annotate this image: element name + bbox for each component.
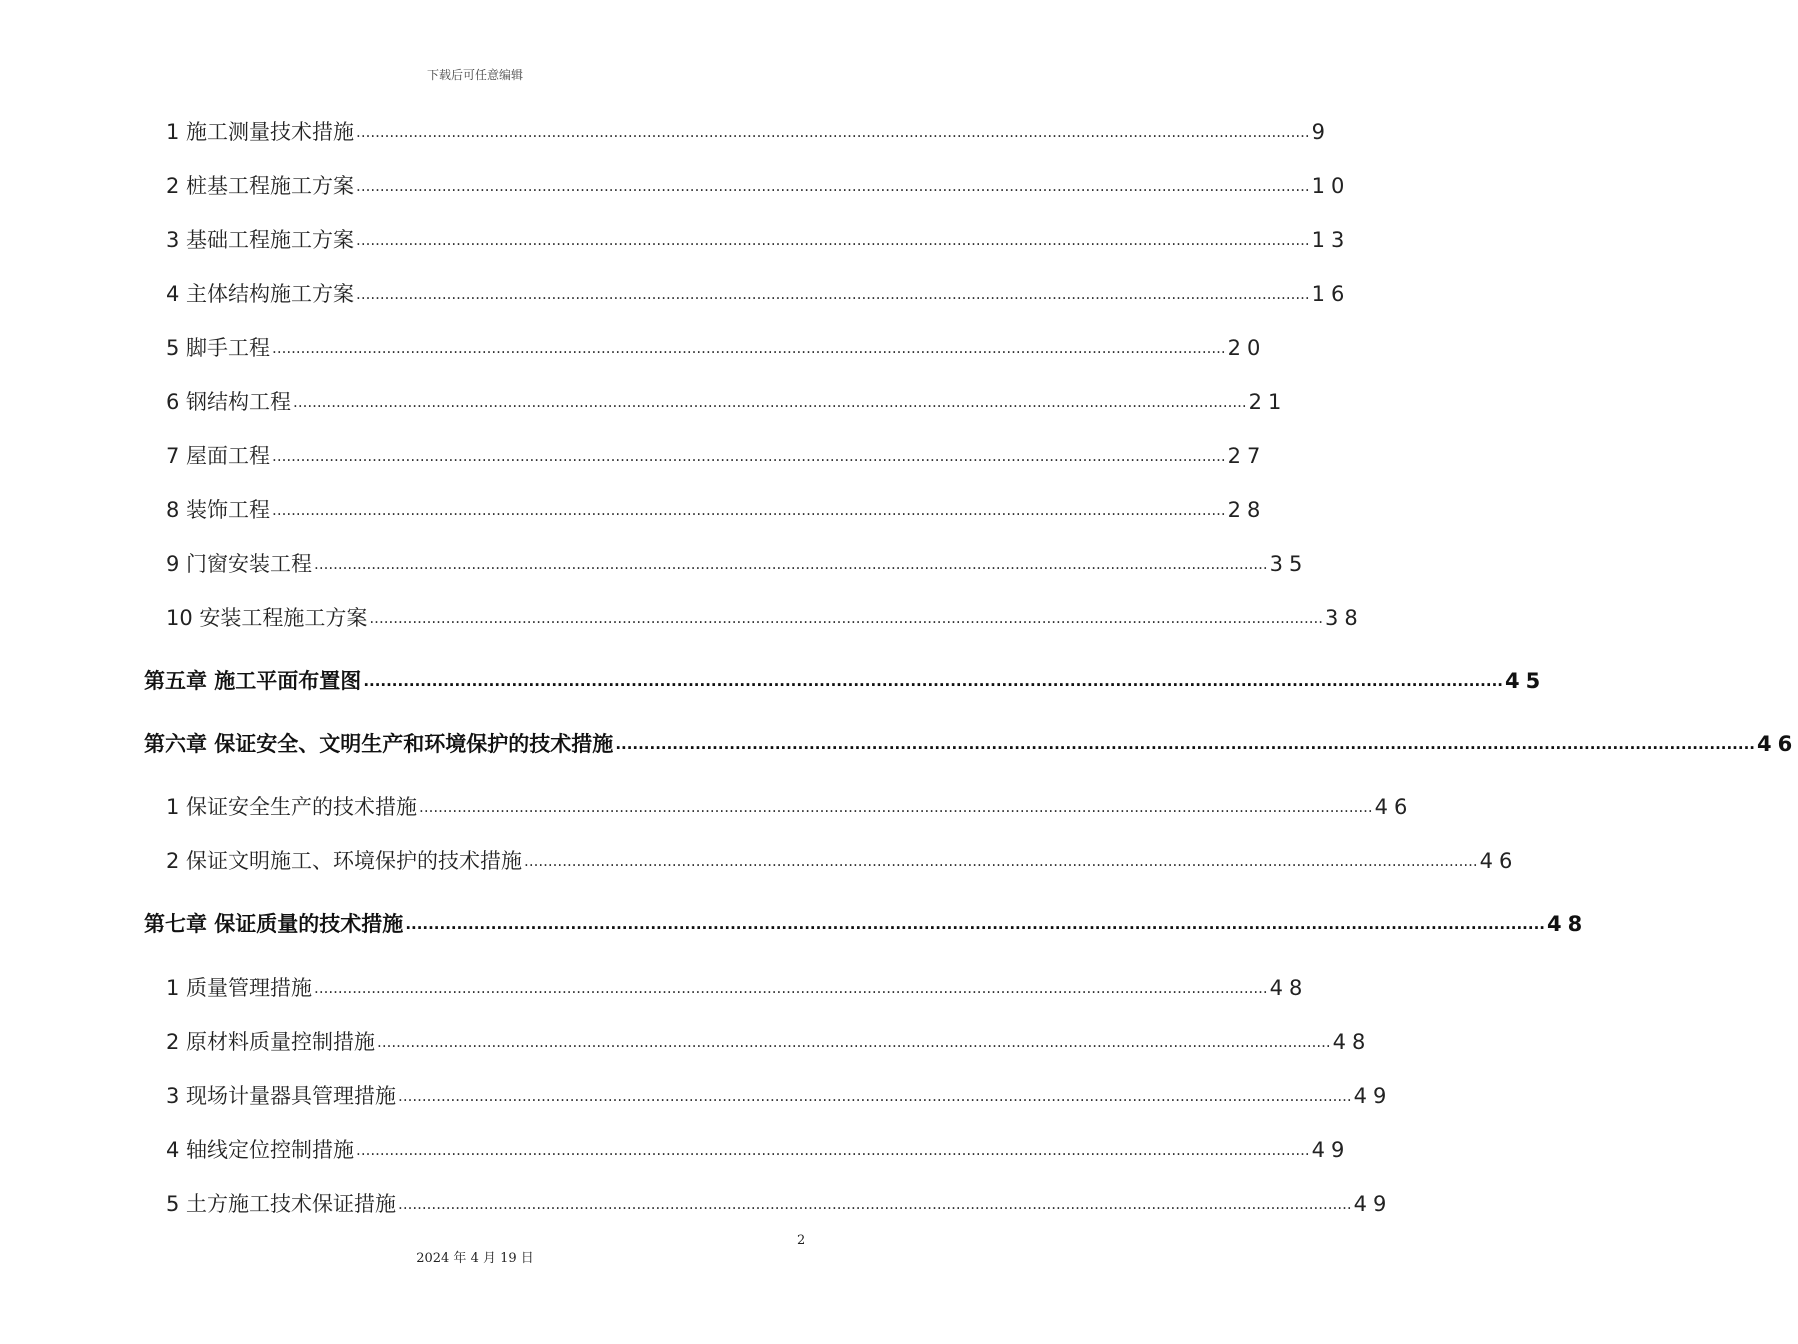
toc-entry[interactable] (166, 440, 1267, 472)
toc-entry-page: 10 (1311, 174, 1351, 198)
toc-entry-label: 第五章 施工平面布置图 (144, 669, 362, 693)
toc-leader: ........................................................................................................................................................................................................ (356, 123, 1310, 141)
toc-entry[interactable] (166, 845, 1519, 877)
toc-leader: ........................................................................................................................................................................................................ (615, 735, 1755, 753)
toc-leader: ........................................................................................................................................................................................................ (363, 672, 1503, 690)
toc-entry[interactable] (166, 972, 1309, 1004)
toc-entry-page: 46 (1374, 795, 1414, 819)
page-header: 下载后可任意编辑 (426, 68, 523, 82)
toc-leader: ........................................................................................................................................................................................................ (314, 979, 1268, 997)
toc-entry-page: 20 (1227, 336, 1267, 360)
toc-entry[interactable] (166, 386, 1288, 418)
toc-entry-label: 4 主体结构施工方案 (166, 282, 355, 306)
toc-entry[interactable] (166, 494, 1267, 526)
toc-entry-label: 第七章 保证质量的技术措施 (144, 912, 404, 936)
toc-leader: ........................................................................................................................................................................................................ (314, 555, 1268, 573)
toc-entry-page: 48 (1332, 1030, 1372, 1054)
toc-leader: ........................................................................................................................................................................................................ (356, 231, 1310, 249)
toc-entry[interactable] (166, 548, 1309, 580)
toc-entry-label: 2 保证文明施工、环境保护的技术措施 (166, 849, 523, 873)
toc-entry-label: 2 桩基工程施工方案 (166, 174, 355, 198)
toc-entry-label: 6 钢结构工程 (166, 390, 292, 414)
toc-entry-page: 48 (1269, 976, 1309, 1000)
toc-entry-label: 7 屋面工程 (166, 444, 271, 468)
toc-leader: ........................................................................................................................................................................................................ (356, 1141, 1310, 1159)
toc-entry-page: 16 (1311, 282, 1351, 306)
toc-leader: ........................................................................................................................................................................................................ (272, 339, 1226, 357)
toc-entry-label: 2 原材料质量控制措施 (166, 1030, 376, 1054)
toc-entry-label: 3 基础工程施工方案 (166, 228, 355, 252)
toc-entry-label: 5 脚手工程 (166, 336, 271, 360)
toc-entry[interactable] (166, 332, 1267, 364)
toc-entry-page: 21 (1248, 390, 1288, 414)
page-footer-date: 2024 年 4 月 19 日 (416, 1251, 534, 1266)
toc-entry-label: 1 质量管理措施 (166, 976, 313, 1000)
toc-leader: ........................................................................................................................................................................................................ (356, 177, 1310, 195)
toc-entry-label: 9 门窗安装工程 (166, 552, 313, 576)
toc-leader: ........................................................................................................................................................................................................ (398, 1087, 1352, 1105)
toc-entry[interactable] (166, 278, 1351, 310)
toc-chapter-entry[interactable] (144, 665, 1547, 697)
toc-entry-page: 49 (1353, 1084, 1393, 1108)
toc-entry[interactable] (166, 170, 1351, 202)
toc-entry-label: 5 土方施工技术保证措施 (166, 1192, 397, 1216)
toc-leader: ........................................................................................................................................................................................................ (419, 798, 1373, 816)
toc-entry-page: 49 (1353, 1192, 1393, 1216)
toc-entry-label: 4 轴线定位控制措施 (166, 1138, 355, 1162)
toc-entry-page: 45 (1504, 669, 1547, 693)
toc-chapter-entry[interactable] (144, 728, 1798, 760)
toc-leader: ........................................................................................................................................................................................................ (272, 447, 1226, 465)
toc-leader: ........................................................................................................................................................................................................ (293, 393, 1247, 411)
toc-entry-label: 10 安装工程施工方案 (166, 606, 368, 630)
page-number: 2 (797, 1233, 806, 1248)
toc-entry-page: 9 (1311, 120, 1332, 144)
toc-entry[interactable] (166, 1134, 1351, 1166)
toc-chapter-entry[interactable] (144, 908, 1589, 940)
toc-leader: ........................................................................................................................................................................................................ (356, 285, 1310, 303)
toc-leader: ........................................................................................................................................................................................................ (369, 609, 1324, 627)
toc-entry-page: 48 (1546, 912, 1589, 936)
toc-leader: ........................................................................................................................................................................................................ (524, 852, 1478, 870)
toc-entry-label: 8 装饰工程 (166, 498, 271, 522)
toc-entry-label: 1 保证安全生产的技术措施 (166, 795, 418, 819)
toc-entry[interactable] (166, 1080, 1393, 1112)
toc-entry[interactable] (166, 224, 1351, 256)
toc-entry-page: 46 (1756, 732, 1798, 756)
toc-entry-page: 13 (1311, 228, 1351, 252)
toc-entry-label: 1 施工测量技术措施 (166, 120, 355, 144)
toc-entry-label: 3 现场计量器具管理措施 (166, 1084, 397, 1108)
toc-entry-page: 49 (1311, 1138, 1351, 1162)
toc-entry[interactable] (166, 116, 1332, 148)
toc-entry-page: 38 (1325, 606, 1364, 630)
toc-leader: ........................................................................................................................................................................................................ (272, 501, 1226, 519)
toc-leader: ........................................................................................................................................................................................................ (377, 1033, 1331, 1051)
toc-entry-label: 第六章 保证安全、文明生产和环境保护的技术措施 (144, 732, 614, 756)
toc-entry[interactable] (166, 1026, 1372, 1058)
toc-entry-page: 35 (1269, 552, 1309, 576)
toc-entry[interactable] (166, 791, 1414, 823)
toc-entry[interactable] (166, 602, 1364, 634)
toc-entry-page: 28 (1227, 498, 1267, 522)
toc-leader: ........................................................................................................................................................................................................ (398, 1195, 1352, 1213)
toc-entry-page: 27 (1227, 444, 1267, 468)
toc-entry-page: 46 (1479, 849, 1519, 873)
toc-entry[interactable] (166, 1188, 1393, 1220)
toc-leader: ........................................................................................................................................................................................................ (405, 915, 1545, 933)
